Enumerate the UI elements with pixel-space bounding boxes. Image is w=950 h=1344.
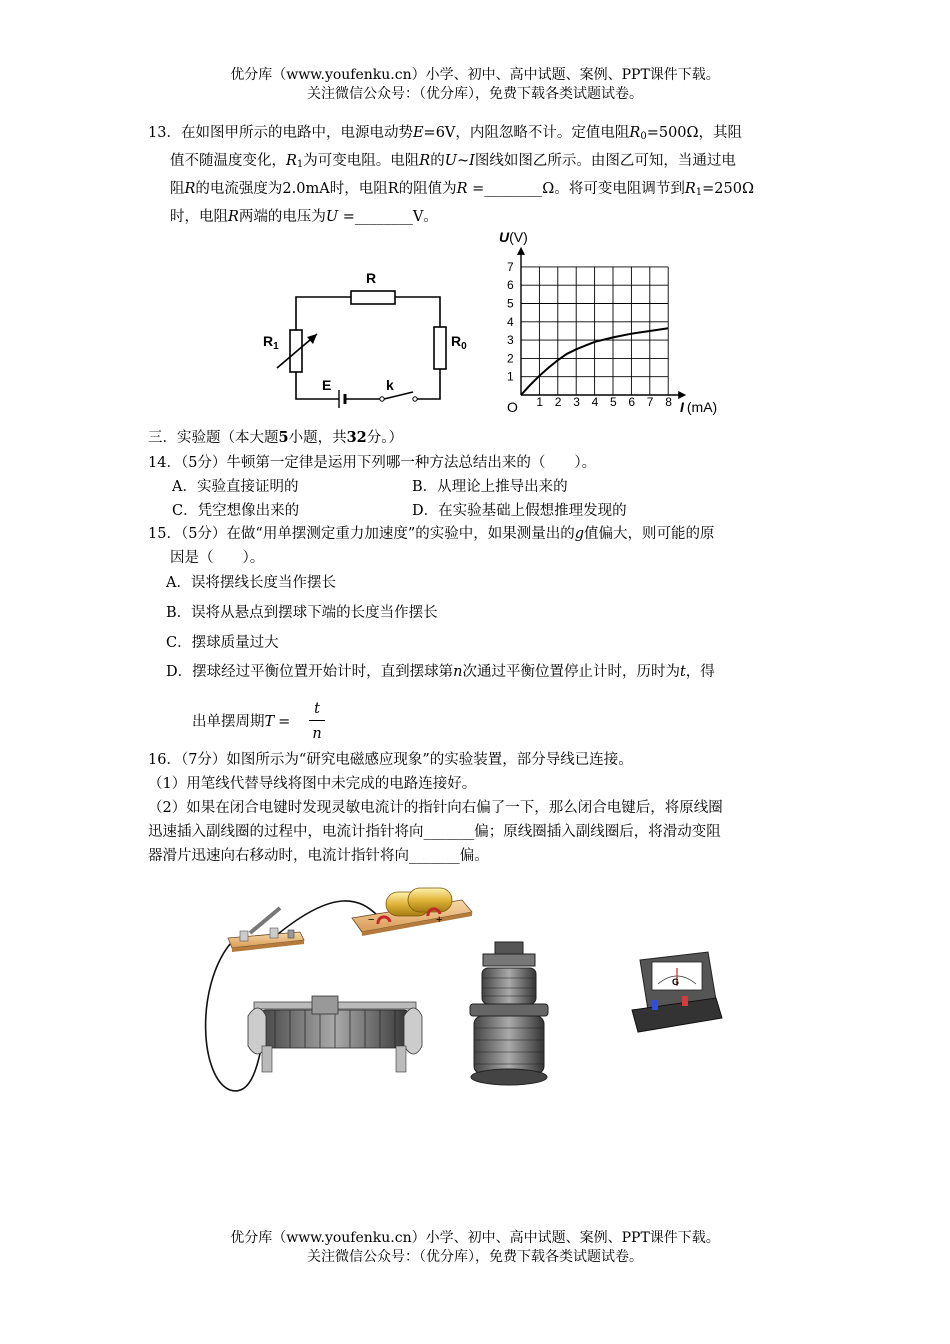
q13-line-3: 阻R的电流强度为2.0mA时，电阻R的阻值为R =________Ω。将可变电阻调节到$R_1=250\Omega$ — [170, 181, 754, 198]
question-16 — [148, 748, 808, 868]
label-k: k — [386, 377, 394, 393]
q16-stem: 16．（7分）如图所示为“研究电磁感应现象”的实验装置，部分导线已连接。 — [148, 752, 633, 768]
wire-bottom-left — [296, 372, 339, 399]
resistor-r — [351, 291, 395, 304]
y-tick-label: 7 — [507, 259, 514, 274]
q15-line-1: 15．（5分）在做“用单摆测定重力加速度”的实验中，如果测量出的g值偏大，则可能的原 — [148, 526, 715, 542]
y-tick-label: 6 — [507, 278, 514, 293]
question-13 — [148, 121, 808, 229]
x-tick-label: 3 — [573, 395, 580, 409]
galvanometer-label: G — [672, 977, 680, 987]
y-tick-label: 5 — [507, 296, 514, 311]
origin-label: O — [507, 399, 518, 415]
q16-part-2-line-1: （2）如果在闭合电键时发现灵敏电流计的指针向右偏了一下，那么闭合电键后，将原线圈 — [148, 800, 723, 816]
q16-part-2-line-3: 器滑片迅速向右移动时，电流计指针将向_______偏。 — [148, 848, 489, 864]
wire-top-right — [395, 297, 440, 327]
sliding-rheostat[interactable] — [248, 996, 422, 1072]
q13-line-2: 值不随温度变化，$R_1$为可变电阻。电阻R的U~I图线如图乙所示。由图乙可知，当通过电 — [170, 153, 736, 170]
q13-line-1: 13．在如图甲所示的电路中，电源电动势E=6V，内阻忽略不计。定值电阻$R_0=500\Omega$，其阻 — [148, 125, 743, 142]
q15-line-2: 因是（ ）。 — [170, 550, 265, 566]
wire-bottom-right — [416, 369, 440, 399]
x-tick-label: 4 — [591, 395, 599, 409]
footer-line-1: 优分库（www.youfenku.cn）小学、初中、高中试题、案例、PPT课件下载。 — [230, 1230, 720, 1246]
q13-line-4: 时，电阻R两端的电压为U =________V。 — [170, 209, 438, 225]
y-tick-label: 2 — [507, 351, 514, 366]
footer-line-2: 关注微信公众号：（优分库），免费下载各类试题试卷。 — [307, 1249, 643, 1265]
y-tick-label: 1 — [507, 369, 514, 384]
x-axis-title: I (mA) — [680, 399, 718, 415]
section-3-heading: 三．实验题（本大题5小题，共32分。） — [148, 429, 404, 446]
q15-option-d: D．摆球经过平衡位置开始计时，直到摆球第n次通过平衡位置停止计时，历时为t，得 — [166, 664, 715, 680]
q15-option-c: C．摆球质量过大 — [166, 635, 279, 651]
q14-stem: 14．（5分）牛顿第一定律是运用下列哪一种方法总结出来的（ ）。 — [148, 455, 597, 471]
galvanometer-terminal-blue[interactable] — [652, 1000, 658, 1010]
battery-box — [352, 888, 472, 936]
galvanometer[interactable] — [632, 952, 722, 1032]
label-r: R — [366, 270, 377, 286]
q16-part-2-line-2: 迅速插入副线圈的过程中，电流计指针将向_______偏；原线圈插入副线圈后，将滑动变阻 — [148, 824, 721, 840]
question-15-stem — [148, 522, 808, 570]
footer — [0, 1229, 950, 1267]
q15-period-fraction — [309, 700, 325, 743]
q14-option-b: B．从理论上推导出来的 — [412, 479, 568, 495]
x-tick-label: 2 — [554, 395, 562, 409]
q14-option-a: A．实验直接证明的 — [172, 479, 299, 495]
coil-assembly[interactable] — [470, 942, 548, 1085]
resistor-r0 — [434, 327, 446, 369]
q15-option-b: B．误将从悬点到摆球下端的长度当作摆长 — [166, 605, 438, 621]
q14-option-c: C．凭空想像出来的 — [172, 503, 300, 519]
fraction-denominator: n — [309, 720, 325, 743]
x-tick-label: 5 — [610, 395, 617, 409]
label-r0: $R_0$ — [451, 333, 467, 352]
label-e: E — [322, 377, 332, 393]
label-r1: $R_1$ — [263, 333, 279, 352]
knife-switch[interactable] — [228, 908, 304, 952]
y-tick-label: 4 — [507, 314, 514, 329]
battery-plus-sign: + — [436, 914, 443, 926]
y-axis-arrow — [517, 247, 525, 255]
switch-contact-right — [413, 397, 417, 401]
rheostat-arrowhead — [307, 334, 317, 344]
x-tick-label: 1 — [536, 395, 544, 409]
x-axis-arrow — [678, 391, 686, 399]
q15-option-a: A．误将摆线长度当作摆长 — [166, 575, 336, 591]
y-axis-title: U(V) — [499, 229, 528, 245]
circuit-diagram — [255, 262, 480, 412]
u-i-chart — [490, 224, 740, 424]
switch-contact-left — [380, 397, 384, 401]
header — [0, 66, 950, 104]
header-line-2: 关注微信公众号：（优分库），免费下载各类试题试卷。 — [307, 86, 643, 102]
battery-minus-sign: − — [368, 914, 375, 926]
switch-blade — [384, 392, 413, 399]
wire-top-left — [296, 297, 351, 360]
fraction-numerator: t — [314, 701, 320, 717]
apparatus-illustration — [200, 878, 740, 1103]
header-line-1: 优分库（www.youfenku.cn）小学、初中、高中试题、案例、PPT课件下载。 — [230, 67, 720, 83]
q14-option-d: D．在实验基础上假想推理发现的 — [412, 503, 627, 519]
x-tick-label: 6 — [628, 395, 636, 409]
x-tick-label: 7 — [646, 395, 654, 409]
x-tick-label: 8 — [665, 395, 672, 409]
galvanometer-terminal-red[interactable] — [682, 996, 688, 1006]
q15-option-d-cont: 出单摆周期T = — [192, 714, 291, 730]
q16-part-1: （1）用笔线代替导线将图中未完成的电路连接好。 — [148, 776, 477, 792]
y-tick-label: 3 — [507, 333, 514, 348]
